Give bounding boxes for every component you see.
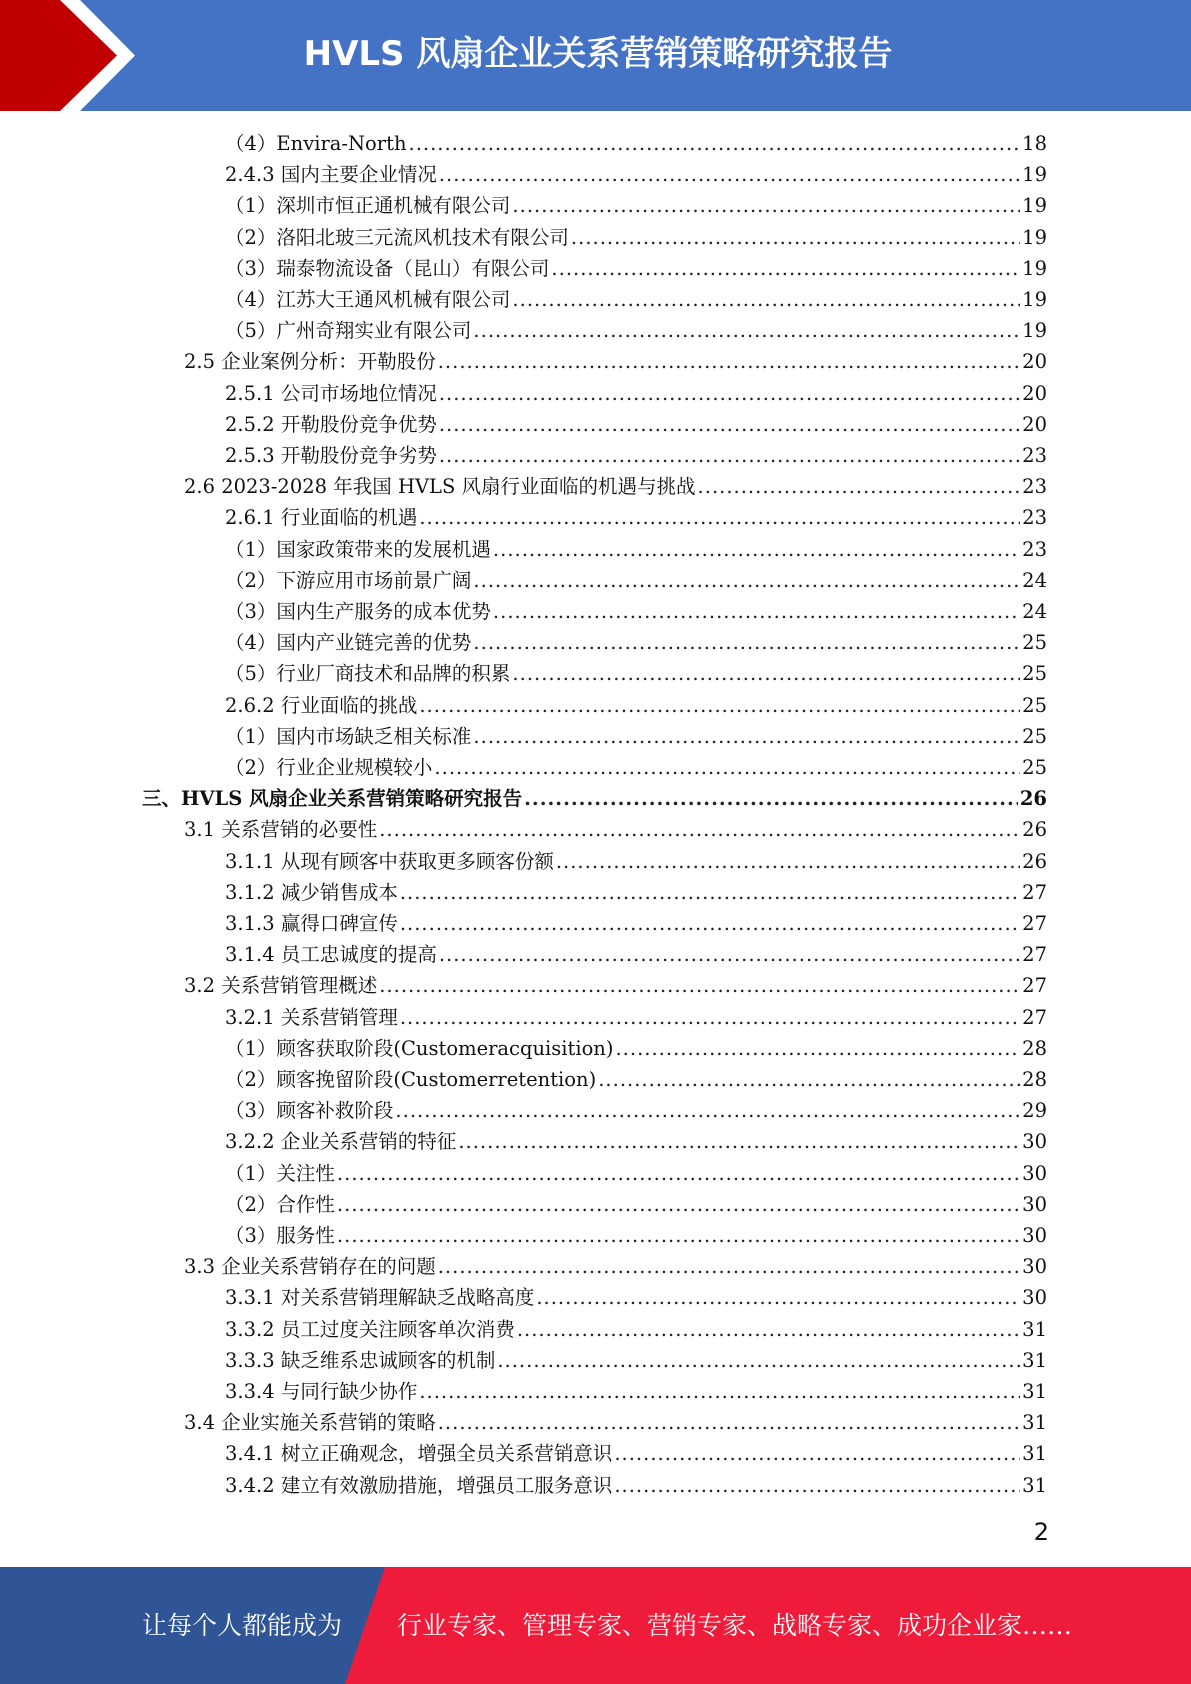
toc-entry[interactable]	[225, 315, 1047, 346]
toc-leader-dots	[395, 1095, 1020, 1126]
toc-entry-label: 2.5.3 开勒股份竞争劣势	[225, 444, 437, 467]
toc-entry[interactable]	[225, 1345, 1047, 1376]
toc-entry-page: 24	[1022, 600, 1047, 623]
toc-entry-page: 19	[1022, 288, 1047, 311]
toc-entry-label: 2.5 企业案例分析：开勒股份	[184, 350, 436, 374]
toc-entry[interactable]	[225, 440, 1047, 471]
toc-entry-page: 27	[1022, 912, 1047, 935]
toc-leader-dots	[337, 1220, 1020, 1251]
toc-leader-dots	[497, 1345, 1020, 1376]
toc-entry-label: （3）国内生产服务的成本优势	[225, 600, 491, 623]
toc-entry-page: 19	[1022, 163, 1047, 187]
toc-entry-label: （1）国家政策带来的发展机遇	[225, 537, 491, 561]
toc-leader-dots	[698, 471, 1021, 502]
toc-entry-label: 3.3.4 与同行缺少协作	[225, 1380, 418, 1403]
toc-leader-dots	[598, 1064, 1020, 1095]
toc-leader-dots	[400, 877, 1020, 908]
toc-entry-label: 2.5.2 开勒股份竞争优势	[225, 412, 437, 436]
toc-leader-dots	[512, 284, 1020, 315]
toc-entry[interactable]	[225, 1033, 1047, 1064]
toc-entry-label: 3.2.1 关系营销管理	[225, 1005, 398, 1029]
page-number: 2	[1033, 1518, 1049, 1546]
toc-entry[interactable]	[225, 596, 1047, 627]
toc-entry-page: 23	[1022, 506, 1047, 530]
toc-leader-dots	[400, 1002, 1020, 1033]
toc-entry-page: 27	[1022, 943, 1047, 967]
toc-entry-page: 30	[1022, 1130, 1047, 1154]
toc-entry-page: 30	[1022, 1224, 1047, 1247]
toc-leader-dots	[409, 128, 1021, 159]
toc-entry-page: 31	[1022, 1317, 1047, 1341]
toc-leader-dots	[536, 1282, 1020, 1313]
toc-entry-label: 3.1.2 减少销售成本	[225, 880, 398, 904]
toc-entry[interactable]	[225, 222, 1047, 253]
toc-leader-dots	[337, 1189, 1020, 1220]
toc-entry-page: 31	[1022, 1442, 1047, 1466]
toc-entry-page: 26	[1022, 818, 1047, 842]
toc-leader-dots	[512, 190, 1020, 221]
toc-entry-label: （5）广州奇翔实业有限公司	[225, 319, 472, 343]
toc-entry[interactable]	[225, 939, 1047, 970]
toc-entry-label: （4）国内产业链完善的优势	[225, 631, 472, 655]
toc-entry[interactable]	[225, 409, 1047, 440]
toc-entry-label: 3.1.3 赢得口碑宣传	[225, 912, 398, 935]
toc-entry-page: 19	[1022, 256, 1047, 280]
toc-entry-label: （1）深圳市恒正通机械有限公司	[225, 194, 511, 218]
toc-entry-label: 2.6.1 行业面临的机遇	[225, 506, 418, 530]
toc-entry-label: （2）下游应用市场前景广阔	[225, 568, 472, 592]
toc-entry[interactable]	[225, 159, 1047, 190]
toc-entry-page: 25	[1022, 631, 1047, 655]
toc-entry-label: 3.4.2 建立有效激励措施，增强员工服务意识	[225, 1473, 613, 1497]
toc-entry-page: 20	[1022, 350, 1047, 374]
toc-entry-page: 23	[1022, 537, 1047, 561]
toc-entry[interactable]	[225, 1470, 1047, 1501]
toc-entry[interactable]	[225, 378, 1047, 409]
toc-entry[interactable]	[225, 1438, 1047, 1469]
toc-entry-label: （4）Envira-North	[225, 132, 407, 155]
toc-entry-page: 31	[1022, 1473, 1047, 1497]
toc-entry-label: 2.6 2023-2028 年我国 HVLS 风扇行业面临的机遇与挑战	[184, 475, 696, 499]
footer-slogan-left: 让每个人都能成为	[142, 1611, 343, 1640]
toc-leader-dots	[458, 1126, 1020, 1157]
toc-entry-label: 3.2 关系营销管理概述	[184, 974, 378, 998]
toc-entry[interactable]	[225, 721, 1047, 752]
toc-leader-dots	[493, 596, 1020, 627]
toc-entry-label: 2.6.2 行业面临的挑战	[225, 693, 418, 717]
toc-entry-label: 3.1.1 从现有顾客中获取更多顾客份额	[225, 849, 554, 873]
toc-leader-dots	[439, 378, 1020, 409]
toc-leader-dots	[473, 721, 1020, 752]
toc-entry[interactable]	[184, 814, 1047, 845]
toc-entry[interactable]	[142, 783, 1047, 814]
toc-entry[interactable]	[184, 1251, 1047, 1282]
toc-leader-dots	[438, 1407, 1020, 1438]
toc-entry-label: 3.3.3 缺乏维系忠诚顾客的机制	[225, 1348, 496, 1372]
toc-entry-page: 28	[1022, 1068, 1047, 1091]
toc-entry[interactable]	[225, 1189, 1047, 1220]
toc-entry-page: 30	[1022, 1192, 1047, 1216]
toc-entry[interactable]	[225, 1314, 1047, 1345]
toc-entry-page: 30	[1022, 1286, 1047, 1310]
toc-leader-dots	[419, 1376, 1020, 1407]
page-footer	[0, 1567, 1191, 1684]
toc-leader-dots	[419, 502, 1020, 533]
toc-leader-dots	[517, 1314, 1020, 1345]
toc-entry-label: （2）洛阳北玻三元流风机技术有限公司	[225, 225, 569, 249]
toc-entry[interactable]	[225, 1126, 1047, 1157]
toc-leader-dots	[439, 159, 1020, 190]
toc-entry-label: （5）行业厂商技术和品牌的积累	[225, 662, 511, 686]
toc-leader-dots	[337, 1158, 1020, 1189]
toc-entry[interactable]	[225, 253, 1047, 284]
toc-entry[interactable]	[184, 346, 1047, 377]
toc-entry-page: 30	[1022, 1255, 1047, 1279]
toc-entry-label: （2）行业企业规模较小	[225, 756, 433, 779]
toc-entry-label: （3）服务性	[225, 1224, 335, 1247]
toc-entry-page: 25	[1022, 756, 1047, 779]
toc-leader-dots	[438, 346, 1020, 377]
toc-leader-dots	[512, 658, 1020, 689]
toc-entry-label: （3）瑞泰物流设备（昆山）有限公司	[225, 256, 550, 280]
footer-slogan-right: 行业专家、管理专家、营销专家、战略专家、成功企业家……	[397, 1611, 1073, 1640]
toc-entry-page: 31	[1022, 1348, 1047, 1372]
toc-leader-dots	[439, 939, 1020, 970]
toc-entry-label: （2）合作性	[225, 1192, 335, 1216]
report-title: HVLS 风扇企业关系营销策略研究报告	[303, 34, 893, 74]
toc-entry-page: 31	[1022, 1380, 1047, 1403]
toc-entry[interactable]	[225, 658, 1047, 689]
toc-entry-label: 3.4.1 树立正确观念，增强全员关系营销意识	[225, 1442, 613, 1466]
toc-entry[interactable]	[225, 534, 1047, 565]
toc-entry-page: 27	[1022, 974, 1047, 998]
toc-entry-page: 19	[1022, 319, 1047, 343]
toc-entry[interactable]	[225, 1158, 1047, 1189]
toc-entry-label: （4）江苏大王通风机械有限公司	[225, 288, 511, 311]
toc-entry-page: 27	[1022, 1005, 1047, 1029]
toc-entry-page: 25	[1022, 724, 1047, 748]
toc-entry[interactable]	[225, 284, 1047, 315]
toc-leader-dots	[571, 222, 1020, 253]
toc-entry-label: （2）顾客挽留阶段(Customerretention)	[225, 1068, 597, 1091]
toc-entry-label: 3.3 企业关系营销存在的问题	[184, 1255, 436, 1279]
page-header	[0, 0, 1191, 111]
toc-entry[interactable]	[184, 970, 1047, 1001]
toc-leader-dots	[614, 1470, 1020, 1501]
toc-entry[interactable]	[225, 1220, 1047, 1251]
toc-entry-page: 23	[1022, 475, 1047, 499]
toc-entry[interactable]	[225, 502, 1047, 533]
toc-entry-page: 29	[1022, 1099, 1047, 1123]
toc-leader-dots	[473, 565, 1020, 596]
toc-leader-dots	[473, 627, 1020, 658]
toc-leader-dots	[493, 534, 1020, 565]
toc-leader-dots	[379, 814, 1020, 845]
toc-entry-label: （3）顾客补救阶段	[225, 1099, 394, 1123]
toc-entry[interactable]	[225, 908, 1047, 939]
toc-entry-page: 23	[1022, 444, 1047, 467]
toc-leader-dots	[524, 783, 1018, 814]
toc-entry-label: 3.1.4 员工忠诚度的提高	[225, 943, 437, 967]
toc-entry-label: （1）顾客获取阶段(Customeracquisition)	[225, 1036, 614, 1060]
toc-entry-label: 3.3.1 对关系营销理解缺乏战略高度	[225, 1286, 535, 1310]
toc-entry-label: 3.2.2 企业关系营销的特征	[225, 1130, 457, 1154]
toc-entry[interactable]	[184, 471, 1047, 502]
toc-leader-dots	[379, 970, 1020, 1001]
toc-leader-dots	[438, 1251, 1020, 1282]
toc-entry-label: 3.3.2 员工过度关注顾客单次消费	[225, 1317, 515, 1341]
toc-leader-dots	[551, 253, 1020, 284]
toc-entry[interactable]	[225, 128, 1047, 159]
toc-leader-dots	[419, 690, 1020, 721]
toc-entry-page: 20	[1022, 412, 1047, 436]
toc-entry-page: 30	[1022, 1161, 1047, 1185]
toc-entry[interactable]	[184, 1407, 1047, 1438]
toc-entry-page: 26	[1019, 787, 1047, 811]
toc-entry-page: 26	[1022, 849, 1047, 873]
toc-entry-page: 31	[1022, 1411, 1047, 1435]
toc-entry[interactable]	[225, 752, 1047, 783]
toc-entry[interactable]	[225, 627, 1047, 658]
toc-entry-page: 20	[1022, 381, 1047, 405]
toc-leader-dots	[556, 846, 1020, 877]
toc-leader-dots	[439, 440, 1020, 471]
toc-entry[interactable]	[225, 1002, 1047, 1033]
toc-entry[interactable]	[225, 565, 1047, 596]
toc-leader-dots	[434, 752, 1020, 783]
toc-entry-page: 28	[1022, 1036, 1047, 1060]
toc-entry-label: 2.5.1 公司市场地位情况	[225, 381, 437, 405]
toc-leader-dots	[614, 1438, 1020, 1469]
toc-entry-label: （1）关注性	[225, 1161, 335, 1185]
toc-leader-dots	[473, 315, 1020, 346]
toc-entry-page: 25	[1022, 662, 1047, 686]
toc-entry-label: 3.1 关系营销的必要性	[184, 818, 378, 842]
toc-entry-page: 24	[1022, 568, 1047, 592]
toc-leader-dots	[400, 908, 1020, 939]
toc-entry[interactable]	[225, 1095, 1047, 1126]
toc-leader-dots	[615, 1033, 1020, 1064]
toc-entry[interactable]	[225, 690, 1047, 721]
toc-entry-label: （1）国内市场缺乏相关标准	[225, 724, 472, 748]
toc-entry[interactable]	[225, 1064, 1047, 1095]
toc-entry-label: 三、HVLS 风扇企业关系营销策略研究报告	[142, 787, 523, 811]
toc-entry-label: 3.4 企业实施关系营销的策略	[184, 1411, 436, 1435]
toc-entry[interactable]	[225, 1282, 1047, 1313]
toc-entry-page: 25	[1022, 693, 1047, 717]
toc-entry-page: 19	[1022, 225, 1047, 249]
toc-leader-dots	[439, 409, 1020, 440]
toc-entry-page: 18	[1022, 132, 1047, 155]
toc-entry-page: 27	[1022, 880, 1047, 904]
toc-entry-page: 19	[1022, 194, 1047, 218]
toc-entry[interactable]	[225, 190, 1047, 221]
toc-entry[interactable]	[225, 877, 1047, 908]
toc-entry[interactable]	[225, 1376, 1047, 1407]
toc-entry[interactable]	[225, 846, 1047, 877]
toc-entry-label: 2.4.3 国内主要企业情况	[225, 163, 437, 187]
